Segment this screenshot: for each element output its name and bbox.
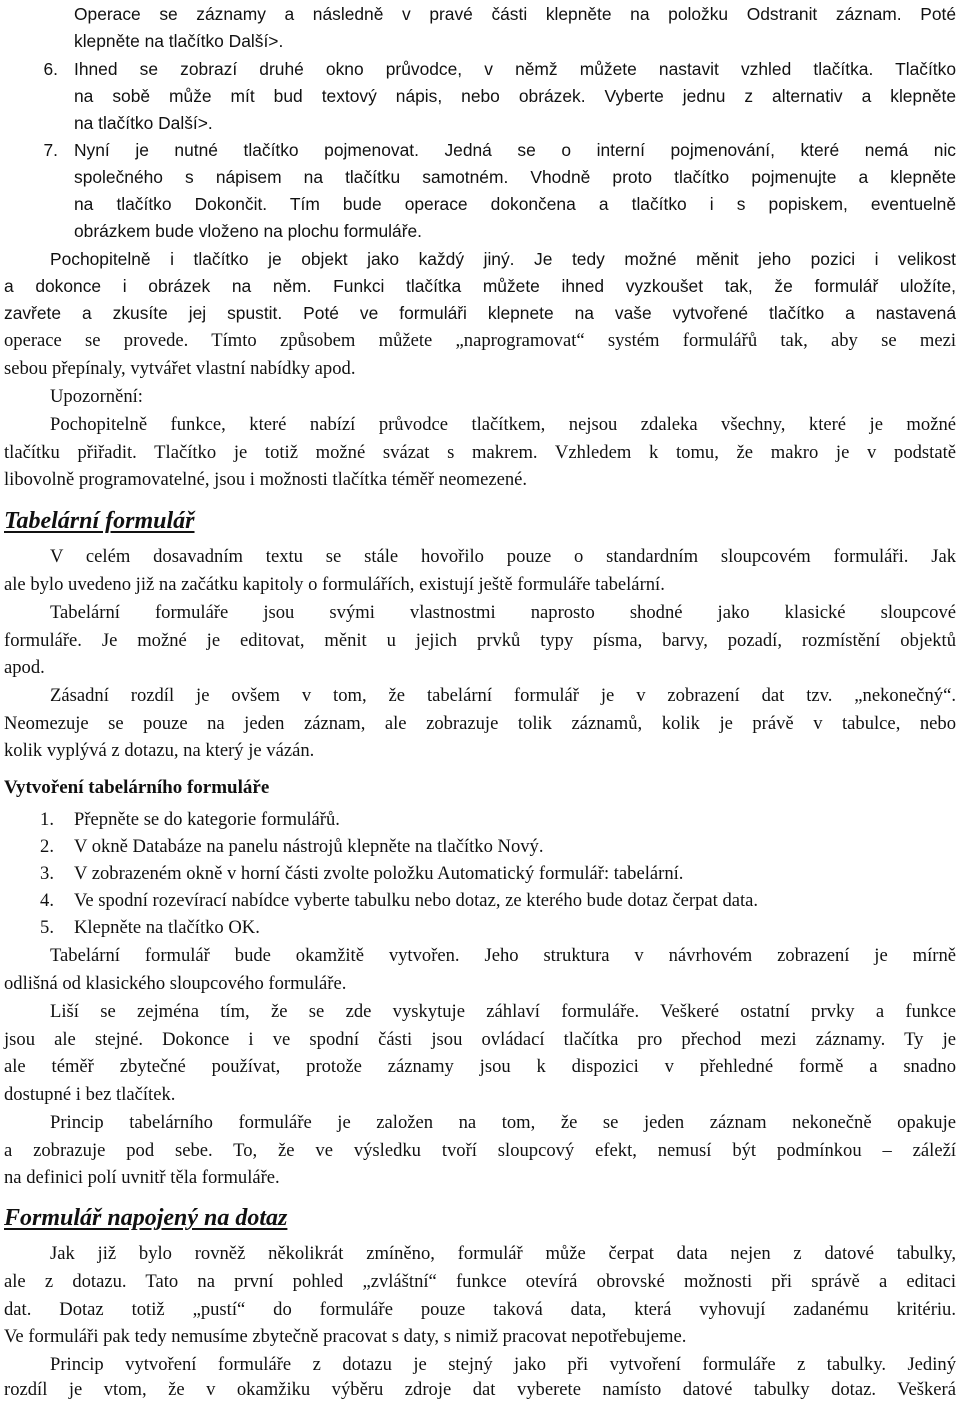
text-line: na tlačítko Další>. — [74, 113, 213, 133]
list-number: 3. — [40, 863, 54, 884]
text-line: Neomezuje se pouze na jeden záznam, ale zobrazuje tolik záznamů, kolik je právě v tabulce, nebo — [4, 713, 956, 734]
text-line: operace se provede. Tímto způsobem můžete „naprogramovat“ systém formulářů tak, aby se mezi — [4, 330, 956, 351]
text-line: dostupné i bez tlačítek. — [4, 1084, 176, 1105]
list-number: 6. — [43, 59, 58, 79]
text-line: libovolně programovatelné, jsou i možnosti tlačítka téměř neomezené. — [4, 469, 528, 490]
warning-label: Upozornění: — [50, 386, 143, 407]
subsection-heading: Vytvoření tabelárního formuláře — [4, 777, 270, 798]
text-line: Ihned se zobrazí druhé okno průvodce, v němž můžete nastavit vzhled tlačítka. Tlačítko — [74, 59, 956, 79]
list-number: 7. — [43, 140, 58, 160]
text-line: ale bylo uvedeno již na začátku kapitoly o formulářích, existují ještě formuláře tabelární. — [4, 574, 665, 595]
text-line: Tabelární formuláře jsou svými vlastnostmi naprosto shodné jako klasické sloupcové — [50, 602, 956, 623]
text-line: Liší se zejména tím, že se zde vyskytuje záhlaví formuláře. Veškeré ostatní prvky a funkce — [50, 1001, 956, 1022]
text-line: Ve formuláři pak tedy nemusíme zbytečně pracovat s daty, s nimiž pracovat nepotřebujeme. — [4, 1326, 687, 1347]
text-line: Princip vytvoření formuláře z dotazu je stejný jako při vytvoření formuláře z tabulky. Jediný — [50, 1354, 956, 1375]
list-item: V zobrazeném okně v horní části zvolte položku Automatický formulář: tabelární. — [74, 863, 684, 884]
list-item: Přepněte se do kategorie formulářů. — [74, 809, 340, 830]
text-line: sebou přepínaly, vytvářet vlastní nabídky apod. — [4, 358, 356, 379]
text-line: na definici polí uvnitř těla formuláře. — [4, 1167, 280, 1188]
text-line: Pochopitelně funkce, které nabízí průvodce tlačítkem, nejsou zdaleka všechny, které je možné — [50, 414, 956, 435]
text-line: a dokonce i obrázek na něm. Funkci tlačítka můžete ihned vyzkoušet tak, že formulář uložíte, — [4, 276, 956, 296]
text-line: společného s nápisem na tlačítku samotném. Vhodně proto tlačítko pojmenujte a klepněte — [74, 167, 956, 187]
text-line: apod. — [4, 657, 45, 678]
text-line: dat. Dotaz totiž „pustí“ do formuláře pouze taková data, která vyhovují zadanému kritériu. — [4, 1299, 956, 1320]
list-number: 1. — [40, 809, 54, 830]
text-line: Tabelární formulář bude okamžitě vytvořen. Jeho struktura v návrhovém zobrazení je mírně — [50, 945, 956, 966]
list-number: 5. — [40, 917, 54, 938]
text-line: a zobrazuje pod sebe. To, že ve výsledku tvoří sloupcový efekt, nemusí být podmínkou – záleží — [4, 1140, 956, 1161]
text-line: na sobě může mít bud textový nápis, nebo obrázek. Vyberte jednu z alternativ a klepněte — [74, 86, 956, 106]
text-line: odlišná od klasického sloupcového formuláře. — [4, 973, 347, 994]
text-line: rozdíl je vtom, že v okamžiku výběru zdroje dat vyberete namísto datové tabulky dotaz. Veškerá — [4, 1379, 956, 1400]
text-line: kolik vyplývá z dotazu, na který je vázán. — [4, 740, 315, 761]
text-line: ale téměř zbytečné používat, protože záznamy jsou k dispozici v přehledné formě a snadno — [4, 1056, 956, 1077]
text-line: obrázkem bude vloženo na plochu formuláře. — [74, 221, 423, 241]
section-heading: Formulář napojený na dotaz — [4, 1205, 288, 1231]
text-line: na tlačítko Dokončit. Tím bude operace dokončena a tlačítko i s popiskem, eventuelně — [74, 194, 956, 214]
list-item: Ve spodní rozevírací nabídce vyberte tabulku nebo dotaz, ze kterého bude dotaz čerpat data. — [74, 890, 759, 911]
text-line: V celém dosavadním textu se stále hovořilo pouze o standardním sloupcovém formuláři. Jak — [50, 546, 956, 567]
text-line: formuláře. Je možné je editovat, měnit u jejich prvků typy písma, barvy, pozadí, rozmístění objektů — [4, 630, 956, 651]
text-line: zavřete a zkusíte jej spustit. Poté ve formuláři klepnete na vaše vytvořené tlačítko a nastavená — [4, 303, 956, 323]
text-line: Nyní je nutné tlačítko pojmenovat. Jedná se o interní pojmenování, které nemá nic — [74, 140, 956, 160]
text-line: jsou ale stejné. Dokonce i ve spodní části jsou ovládací tlačítka pro přechod mezi záznamy. Ty je — [4, 1029, 956, 1050]
text-line: Zásadní rozdíl je ovšem v tom, že tabelární formulář je v zobrazení dat tzv. „nekonečný“. — [50, 685, 956, 706]
text-line: Operace se záznamy a následně v pravé části klepněte na položku Odstranit záznam. Poté — [74, 4, 956, 24]
text-line: ale z dotazu. Tato na první pohled „zvláštní“ funkce otevírá obrovské možnosti při správě a editaci — [4, 1271, 956, 1292]
text-line: Princip tabelárního formuláře je založen na tom, že se jeden záznam nekonečně opakuje — [50, 1112, 956, 1133]
list-number: 4. — [40, 890, 54, 911]
list-item: Klepněte na tlačítko OK. — [74, 917, 260, 938]
text-line: Pochopitelně i tlačítko je objekt jako každý jiný. Je tedy možné měnit jeho pozici i velikost — [50, 249, 956, 269]
list-item: V okně Databáze na panelu nástrojů klepněte na tlačítko Nový. — [74, 836, 544, 857]
section-heading: Tabelární formulář — [4, 508, 195, 534]
list-number: 2. — [40, 836, 54, 857]
text-line: Jak již bylo rovněž několikrát zmíněno, formulář může čerpat data nejen z datové tabulky, — [50, 1243, 956, 1264]
text-line: klepněte na tlačítko Další>. — [74, 31, 284, 51]
text-line: tlačítku přiřadit. Tlačítko je totiž možné svázat s makrem. Vzhledem k tomu, že makro je v podstatě — [4, 442, 956, 463]
